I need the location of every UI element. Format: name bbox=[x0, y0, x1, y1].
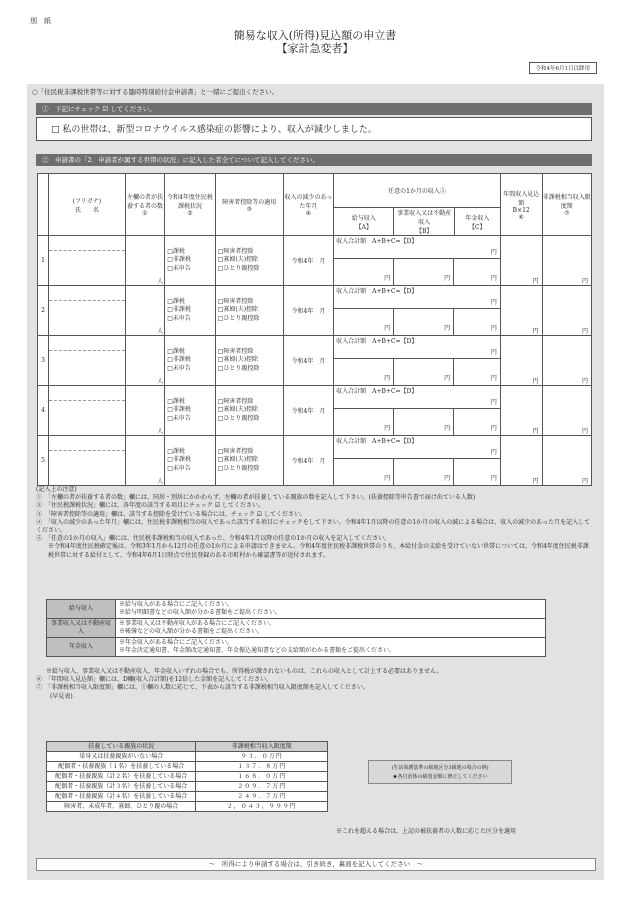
limit-cell[interactable]: 円 bbox=[542, 436, 591, 486]
dependents-cell[interactable]: 人 bbox=[125, 286, 164, 336]
table-row bbox=[38, 236, 592, 286]
grade-note-line1: (生活保護基準の級地区分3級地の場合の例) bbox=[391, 765, 489, 771]
grade-note-line2: ★各自治体の級別金額に修正してください bbox=[392, 774, 488, 780]
notes-section bbox=[36, 486, 594, 560]
name-cell[interactable] bbox=[48, 436, 125, 486]
footer-note: 〜 所得により申請する場合は、引き続き、裏面を記入してください 〜 bbox=[36, 858, 596, 871]
row-number: 2 bbox=[38, 286, 49, 336]
limit-amount: ２，０４３，９９９円 bbox=[196, 802, 328, 812]
dependents-cell[interactable]: 人 bbox=[125, 236, 164, 286]
annual-cell[interactable]: 円 bbox=[500, 336, 542, 386]
income-cell[interactable]: 収入合計額 A+B+C=【D】 円 円 円 円 bbox=[334, 236, 501, 286]
attachment-tag: 別 紙 bbox=[30, 17, 51, 25]
table-row bbox=[38, 386, 592, 436]
limit-amount-header: 非課税相当収入限度額 bbox=[196, 742, 328, 752]
notes-head: (記入上の注意) bbox=[36, 486, 77, 493]
limit-table bbox=[46, 741, 328, 812]
tax-status-cell[interactable]: □課税 □非課税 □未申告 bbox=[165, 386, 215, 436]
limit-header: 非課税相当収入限度額 ⑦ bbox=[542, 174, 591, 236]
note-4: ④ 「収入の減少のあった年月」欄には、住民税非課税相当の収入であった該当する項目にチェックをして下さい。令和4年1月以降の任意の1か月の収入の減による場合は、収入の減少のあった月を記入してください。 bbox=[36, 518, 591, 535]
annual-cell[interactable]: 円 bbox=[500, 436, 542, 486]
note-5-sub: ※令和4年度住民税確定後は、令和3年1月から12月の任意の1か月による申請はできません。令和4年度住民税非課税世帯のうち、本給付金の支給を受けていない世帯については、令和4年度住民税非課税世帯に対する給付として、令和4年6月1日時点で住民登録のある市町村から確認書等が送付されます。 bbox=[48, 543, 589, 559]
business-header: 事業収入又は不動産収入 【B】 bbox=[394, 208, 454, 236]
limit-row bbox=[47, 792, 328, 802]
name-cell[interactable] bbox=[48, 286, 125, 336]
decrease-month-cell[interactable]: 令和4年 月 bbox=[283, 236, 333, 286]
name-cell[interactable] bbox=[48, 336, 125, 386]
disability-cell[interactable]: □障害者控除 □寡婦(夫)控除 □ひとり親控除 bbox=[215, 336, 283, 386]
decrease-month-cell[interactable]: 令和4年 月 bbox=[283, 336, 333, 386]
dependents-cell[interactable]: 人 bbox=[125, 386, 164, 436]
decrease-month-cell[interactable]: 令和4年 月 bbox=[283, 436, 333, 486]
limit-status-header: 扶養している親族の状況 bbox=[47, 742, 196, 752]
limit-side-note: ※これを超える場合は、上記の被扶養者の人数に応じた区分を適用 bbox=[336, 828, 517, 835]
dependents-header: 左欄の者が扶養する者の数 ① bbox=[125, 174, 164, 236]
limit-row bbox=[47, 782, 328, 792]
title-line1: 簡易な収入(所得)見込額の申立書 bbox=[233, 29, 397, 42]
annual-cell[interactable]: 円 bbox=[500, 286, 542, 336]
annual-header: 年間収入見込額 B×12 ⑥ bbox=[500, 174, 542, 236]
table-row bbox=[38, 436, 592, 486]
limit-status: 障害者、未成年者、寡婦、ひとり親の場合 bbox=[47, 802, 196, 812]
pension-header: 年金収入 【C】 bbox=[454, 208, 500, 236]
title-line2: 【家計急変者】 bbox=[276, 42, 354, 55]
note-5: ⑤ 「任意の1か月の収入」欄には、住民税非課税相当の収入であった、令和4年1月以降の任意の1か月の収入を記入してください。 bbox=[36, 535, 391, 543]
annual-cell[interactable]: 円 bbox=[500, 236, 542, 286]
income-cell[interactable]: 収入合計額 A+B+C=【D】 円 円 円 円 bbox=[334, 386, 501, 436]
annual-cell[interactable]: 円 bbox=[500, 386, 542, 436]
tax-status-header: 令和4年度住民税課税状況 ② bbox=[165, 174, 215, 236]
decrease-month-cell[interactable]: 令和4年 月 bbox=[283, 386, 333, 436]
limit-amount: ２４９．７万円 bbox=[196, 792, 328, 802]
note-1: ① 「左欄の者が扶養する者の数」欄には、同居・別居にかかわらず、左欄の者が扶養している親族の数を記入して下さい。(扶養控除等申告書で届け出ている人数) bbox=[36, 494, 476, 502]
page-title bbox=[0, 29, 630, 55]
note-3: ③ 「障害者控除等の適用」欄は、該当する控除を受けている場合には、チェック ☑ してください。 bbox=[36, 510, 307, 518]
tax-status-cell[interactable]: □課税 □非課税 □未申告 bbox=[165, 236, 215, 286]
disability-cell[interactable]: □障害者控除 □寡婦(夫)控除 □ひとり親控除 bbox=[215, 286, 283, 336]
row-number: 3 bbox=[38, 336, 49, 386]
income-label-pension: 年金収入 bbox=[47, 638, 116, 657]
household-table bbox=[37, 173, 592, 486]
tax-status-cell[interactable]: □課税 □非課税 □未申告 bbox=[165, 436, 215, 486]
intro-note: ○「住民税非課税世帯等に対する臨時特別給付金申請書」と一緒にご提出ください。 bbox=[32, 88, 279, 96]
limit-amount: １６８．０万円 bbox=[196, 772, 328, 782]
limit-row bbox=[47, 802, 328, 812]
name-cell[interactable] bbox=[48, 386, 125, 436]
note-6: ⑥ 「年間収入見込額」欄には、D欄(収入合計額)を12倍した金額を記入してください。 bbox=[36, 676, 273, 684]
limit-cell[interactable]: 円 bbox=[542, 336, 591, 386]
decrease-month-cell[interactable]: 令和4年 月 bbox=[283, 286, 333, 336]
decrease-month-header: 収入の減少のあった年月 ④ bbox=[283, 174, 333, 236]
disability-cell[interactable]: □障害者控除 □寡婦(夫)控除 □ひとり親控除 bbox=[215, 436, 283, 486]
quick-table-label: (早見表) bbox=[50, 692, 73, 700]
limit-status: 配偶者・扶養親族（１名）を扶養している場合 bbox=[47, 762, 196, 772]
income-cell[interactable]: 収入合計額 A+B+C=【D】 円 円 円 円 bbox=[334, 286, 501, 336]
row-number-header bbox=[38, 174, 49, 236]
income-label-business: 事業収入又は不動産収入 bbox=[47, 619, 116, 638]
covid-statement-checkbox[interactable]: □ 私の世帯は、新型コロナウイルス感染症の影響により、収入が減少しました。 bbox=[36, 117, 592, 141]
note-income-exempt: ※給与収入、事業収入又は不動産収入、年金収入いずれの場合でも、所得税が課されないものは、これらの収入として計上する必要はありません。 bbox=[46, 668, 443, 675]
disability-cell[interactable]: □障害者控除 □寡婦(夫)控除 □ひとり親控除 bbox=[215, 236, 283, 286]
monthly-income-header: 任意の1か月の収入⑤ bbox=[334, 174, 501, 208]
section1-bar: ① 下記にチェック ☑ してください。 bbox=[36, 103, 592, 115]
note-2: ② 「住民税課税状況」欄には、各年度の該当する項目にチェック ☑ してください。 bbox=[36, 502, 265, 510]
note-7: ⑦ 「非課税相当収入限度額」欄には、①欄の人数に応じて、下表から該当する非課税相当収入限度額を記入してください。 bbox=[36, 684, 369, 692]
limit-status: 配偶者・扶養親族（計３名）を扶養している場合 bbox=[47, 782, 196, 792]
disability-cell[interactable]: □障害者控除 □寡婦(夫)控除 □ひとり親控除 bbox=[215, 386, 283, 436]
tax-status-cell[interactable]: □課税 □非課税 □未申告 bbox=[165, 286, 215, 336]
limit-amount: １３７．８万円 bbox=[196, 762, 328, 772]
date-note: 令和4年6月1日以降用 bbox=[529, 62, 598, 74]
limit-cell[interactable]: 円 bbox=[542, 286, 591, 336]
salary-header: 給与収入 【A】 bbox=[334, 208, 394, 236]
income-label-salary: 給与収入 bbox=[47, 600, 116, 619]
limit-status: 単身又は扶養親族がいない場合 bbox=[47, 752, 196, 762]
limit-amount: ２０９．７万円 bbox=[196, 782, 328, 792]
income-cell[interactable]: 収入合計額 A+B+C=【D】 円 円 円 円 bbox=[334, 436, 501, 486]
limit-row bbox=[47, 772, 328, 782]
limit-cell[interactable]: 円 bbox=[542, 236, 591, 286]
limit-row bbox=[47, 752, 328, 762]
table-row bbox=[38, 336, 592, 386]
limit-status: 配偶者・扶養親族（計４名）を扶養している場合 bbox=[47, 792, 196, 802]
name-cell[interactable] bbox=[48, 236, 125, 286]
tax-status-cell[interactable]: □課税 □非課税 □未申告 bbox=[165, 336, 215, 386]
notes-section-2 bbox=[36, 668, 594, 701]
grade-note-box bbox=[368, 760, 512, 784]
disability-header: 障害者控除等の適用 ③ bbox=[215, 174, 283, 236]
name-header: (フリガナ) 氏 名 bbox=[48, 174, 125, 236]
income-types-table: 給与収入 ※給与収入がある場合にご記入ください。 ※給与明細書などの収入額が分かる書類をご提出ください。 事業収入又は不動産収入 ※事業収入又は不動産収入がある場合にご記入ください。 ※帳簿などの収入額が分かる書類をご提出ください。 年金収入 ※年金収入がある場合にご記入ください。 ※年金決定通知書、年金額改定通知書、年金振込通知書などの支給額がわかる書類をご提出ください。 bbox=[46, 599, 546, 657]
limit-amount: ９３．０万円 bbox=[196, 752, 328, 762]
row-number: 5 bbox=[38, 436, 49, 486]
income-cell[interactable]: 収入合計額 A+B+C=【D】 円 円 円 円 bbox=[334, 336, 501, 386]
section2-bar: ② 申請書の「2．申請者が属する世帯の状況」に記入した者全てについて記入してください。 bbox=[36, 154, 592, 166]
row-number: 4 bbox=[38, 386, 49, 436]
limit-row bbox=[47, 762, 328, 772]
dependents-cell[interactable]: 人 bbox=[125, 436, 164, 486]
table-row bbox=[38, 286, 592, 336]
limit-status: 配偶者・扶養親族（計２名）を扶養している場合 bbox=[47, 772, 196, 782]
dependents-cell[interactable]: 人 bbox=[125, 336, 164, 386]
limit-cell[interactable]: 円 bbox=[542, 386, 591, 436]
row-number: 1 bbox=[38, 236, 49, 286]
